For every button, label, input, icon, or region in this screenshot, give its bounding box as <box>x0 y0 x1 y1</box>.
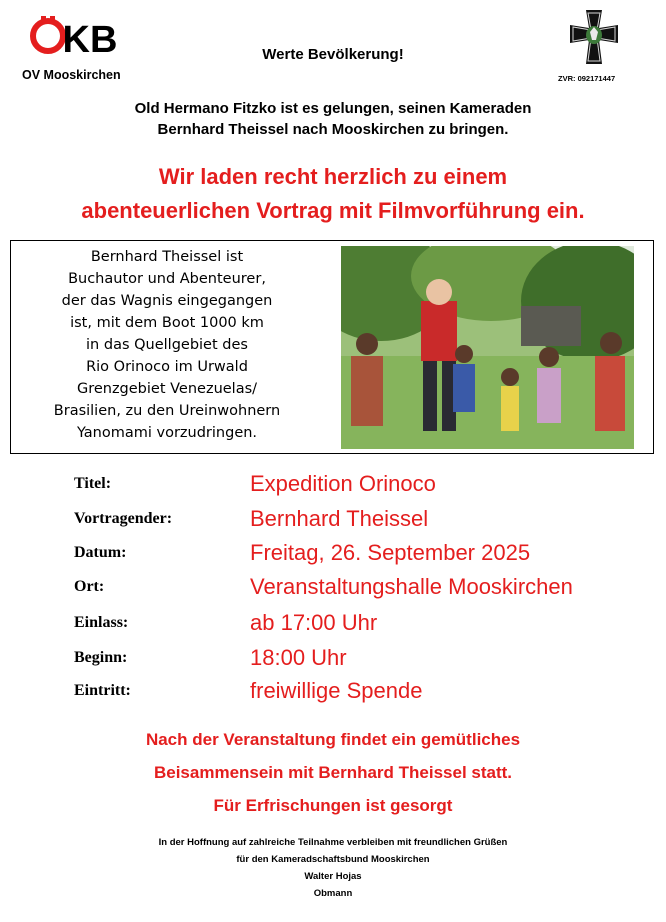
footer-line: Obmann <box>313 888 353 899</box>
org-name: OV Mooskirchen <box>22 68 121 82</box>
invitation-headline <box>0 160 666 228</box>
closing-text <box>0 723 666 822</box>
intro-line: Bernhard Theissel nach Mooskirchen zu bringen. <box>157 121 509 138</box>
closing-line: Für Erfrischungen ist gesorgt <box>213 796 453 815</box>
detail-value-speaker: Bernhard Theissel <box>250 506 429 531</box>
bio-line: Bernhard Theissel ist <box>90 249 244 265</box>
detail-label-title: Titel: <box>74 475 112 492</box>
bio-line: der das Wagnis eingegangen <box>61 293 273 309</box>
greeting: Werte Bevölkerung! <box>262 46 404 63</box>
detail-label-speaker: Vortragender: <box>74 510 173 527</box>
closing-line: Nach der Veranstaltung findet ein gemütliches <box>145 730 521 749</box>
detail-label-date: Datum: <box>74 544 127 561</box>
footer-line: Walter Hojas <box>304 871 362 882</box>
iron-cross-emblem <box>566 8 622 68</box>
detail-value-date: Freitag, 26. September 2025 <box>250 540 531 565</box>
bio-line: in das Quellgebiet des <box>86 337 248 353</box>
intro-text <box>0 98 666 140</box>
info-box <box>10 240 654 454</box>
headline-line: Wir laden recht herzlich zu einem <box>158 164 508 189</box>
bio-line: Rio Orinoco im Urwald <box>86 359 248 375</box>
detail-label-entry: Eintritt: <box>74 682 131 699</box>
detail-label-location: Ort: <box>74 578 105 595</box>
bio-line: ist, mit dem Boot 1000 km <box>70 315 264 331</box>
detail-label-admission: Einlass: <box>74 614 129 631</box>
svg-text:KB: KB <box>62 19 118 58</box>
closing-line: Beisammensein mit Bernhard Theissel statt. <box>153 763 513 782</box>
bio-line: Yanomami vorzudringen. <box>76 425 258 441</box>
headline-line: abenteuerlichen Vortrag mit Filmvorführung ein. <box>81 198 585 223</box>
jungle-group-photo <box>341 246 634 449</box>
intro-line: Old Hermano Fitzko ist es gelungen, seinen Kameraden <box>134 100 532 117</box>
detail-value-title: Expedition Orinoco <box>250 471 436 496</box>
detail-value-start: 18:00 Uhr <box>250 645 347 670</box>
footer-line: In der Hoffnung auf zahlreiche Teilnahme verbleiben mit freundlichen Grüßen <box>158 837 508 848</box>
bio-line: Buchautor und Abenteurer, <box>68 271 266 287</box>
footer-line: für den Kameradschaftsbund Mooskirchen <box>236 854 430 865</box>
bio-text <box>17 246 317 444</box>
footer-signature <box>0 834 666 902</box>
detail-value-entry: freiwillige Spende <box>250 678 423 703</box>
detail-value-location: Veranstaltungshalle Mooskirchen <box>250 574 573 599</box>
detail-label-start: Beginn: <box>74 649 128 666</box>
detail-value-admission: ab 17:00 Uhr <box>250 610 378 635</box>
zvr-number: ZVR: 092171447 <box>558 74 616 83</box>
bio-line: Brasilien, zu den Ureinwohnern <box>53 403 281 419</box>
bio-line: Grenzgebiet Venezuelas/ <box>76 381 258 397</box>
